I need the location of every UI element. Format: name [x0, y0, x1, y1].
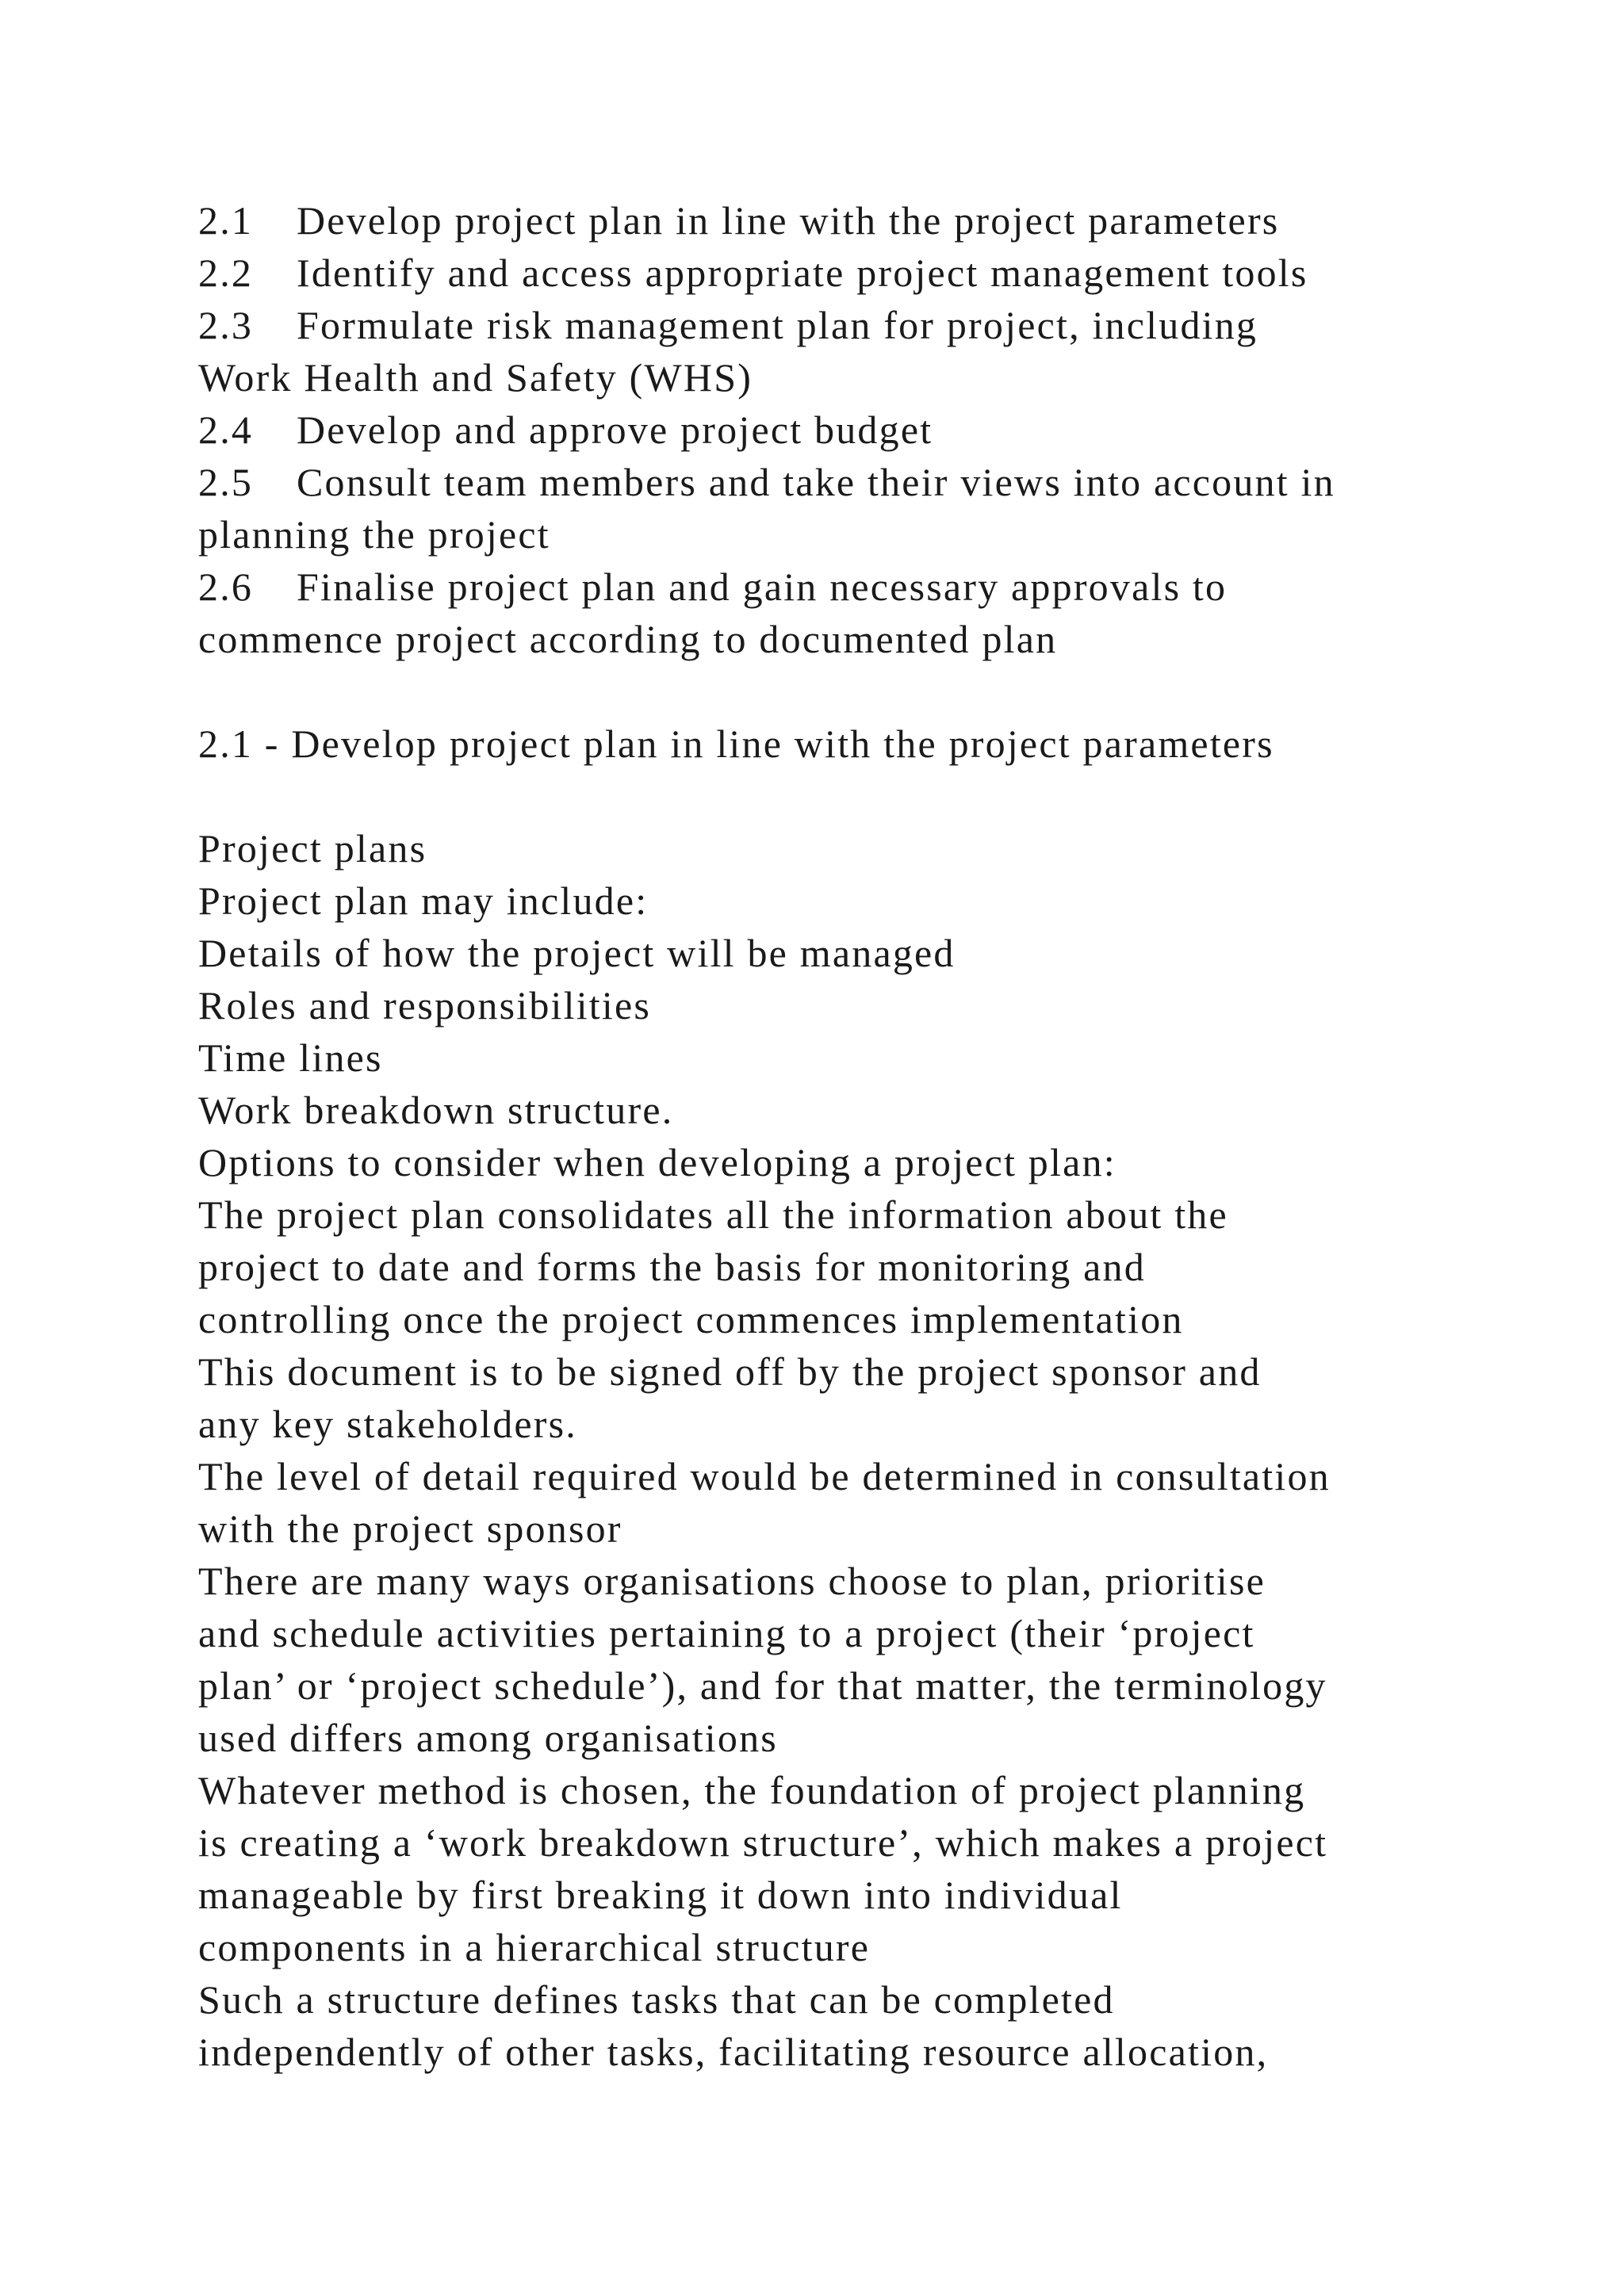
body-line: independently of other tasks, facilitating resource allocation,	[198, 2030, 1269, 2074]
body-line: This document is to be signed off by the project sponsor and	[198, 1349, 1262, 1394]
body-line: any key stakeholders.	[198, 1402, 578, 1446]
objective-continuation: commence project according to documented plan	[198, 617, 1058, 661]
objective-number: 2.1	[198, 198, 254, 243]
body-line: Such a structure defines tasks that can be completed	[198, 1977, 1115, 2022]
objective-line	[198, 299, 1467, 351]
objective-number: 2.2	[198, 251, 254, 295]
body-line: is creating a ‘work breakdown structure’, which makes a project	[198, 1820, 1328, 1865]
objective-number: 2.5	[198, 460, 254, 504]
body-line: components in a hierarchical structure	[198, 1925, 871, 1969]
objective-continuation: planning the project	[198, 512, 550, 557]
body-line: project to date and forms the basis for monitoring and	[198, 1245, 1146, 1289]
body-line: Time lines	[198, 1035, 383, 1080]
body-line: Roles and responsibilities	[198, 983, 652, 1027]
objective-text: Formulate risk management plan for project, including	[297, 303, 1258, 347]
objective-line	[198, 561, 1467, 613]
objective-continuation: Work Health and Safety (WHS)	[198, 355, 753, 400]
objective-text: Consult team members and take their views into account in	[297, 460, 1335, 504]
body-line: plan’ or ‘project schedule’), and for that matter, the terminology	[198, 1663, 1327, 1708]
body-line: with the project sponsor	[198, 1506, 622, 1551]
document-text	[198, 194, 1467, 2078]
body-line: Whatever method is chosen, the foundation of project planning	[198, 1768, 1306, 1812]
objective-number: 2.3	[198, 303, 254, 347]
objective-line	[198, 194, 1467, 247]
body-line: and schedule activities pertaining to a project (their ‘project	[198, 1611, 1255, 1655]
objective-line	[198, 404, 1467, 456]
body-line: Options to consider when developing a project plan:	[198, 1140, 1116, 1184]
objective-text: Finalise project plan and gain necessary approvals to	[297, 564, 1228, 609]
objective-number: 2.6	[198, 564, 254, 609]
body-line: Project plan may include:	[198, 878, 649, 923]
objective-number: 2.4	[198, 408, 254, 452]
blank-line	[198, 665, 1467, 718]
body-line: Details of how the project will be managed	[198, 931, 956, 975]
body-line: manageable by first breaking it down into individual	[198, 1873, 1123, 1917]
objective-line	[198, 247, 1467, 299]
objective-line	[198, 456, 1467, 508]
body-line: The level of detail required would be determined in consultation	[198, 1454, 1331, 1498]
body-line: Work breakdown structure.	[198, 1088, 674, 1132]
objective-text: Identify and access appropriate project management tools	[297, 251, 1308, 295]
objective-text: Develop and approve project budget	[297, 408, 933, 452]
body-line: controlling once the project commences implementation	[198, 1297, 1184, 1341]
body-line: The project plan consolidates all the information about the	[198, 1192, 1228, 1237]
section-heading: 2.1 - Develop project plan in line with the project parameters	[198, 721, 1274, 766]
blank-line	[198, 770, 1467, 822]
body-line: used differs among organisations	[198, 1716, 778, 1760]
body-line: There are many ways organisations choose to plan, prioritise	[198, 1559, 1266, 1603]
objective-text: Develop project plan in line with the project parameters	[297, 198, 1280, 243]
body-line: Project plans	[198, 826, 427, 871]
